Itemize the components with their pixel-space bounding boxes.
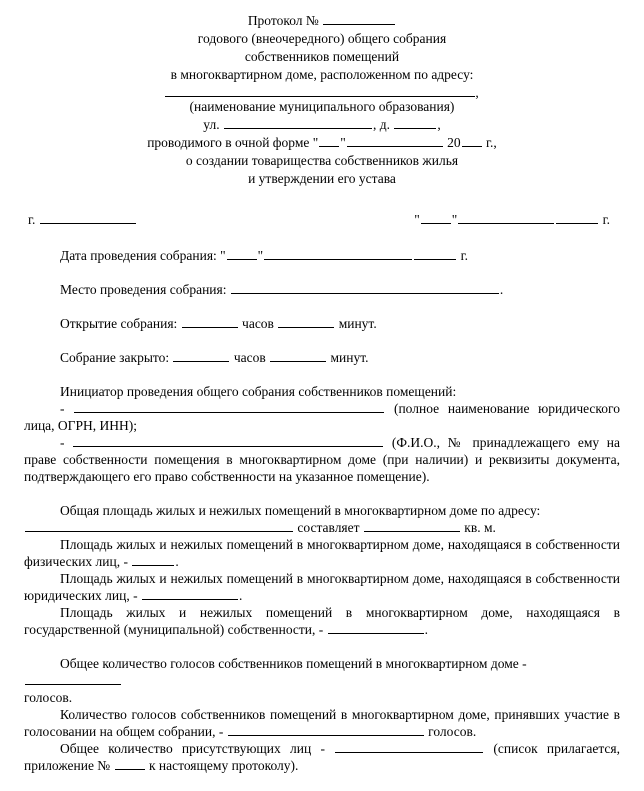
signing-month-blank[interactable]	[458, 212, 554, 224]
closing-time-row	[24, 349, 620, 366]
meeting-date-day-blank[interactable]	[227, 248, 257, 260]
house-separator-label: , д.	[372, 117, 394, 132]
attendees-text: Общее количество присутствующих лиц -	[60, 741, 335, 756]
document-title-block	[24, 12, 620, 84]
city-field	[24, 212, 137, 228]
initiator-legal-blank[interactable]	[74, 401, 384, 413]
date-quote-open: "	[414, 212, 420, 227]
initiator-person-blank[interactable]	[73, 435, 383, 447]
title-line-protocol-number	[24, 12, 620, 30]
purpose-line-1: о создании товарищества собственников жилья	[185, 153, 459, 168]
opening-hours-word: часов	[238, 316, 278, 331]
total-votes-row	[24, 655, 620, 689]
title-line-meeting-type: годового (внеочередного) общего собрания	[197, 31, 447, 46]
initiator-legal-row	[24, 400, 620, 434]
meeting-place-end: .	[499, 282, 504, 297]
closing-hours-word: часов	[230, 350, 270, 365]
city-prefix-label: г.	[28, 212, 39, 227]
closing-hours-blank[interactable]	[173, 350, 229, 362]
meeting-date-year-suffix: г.	[457, 248, 468, 263]
city-date-row	[24, 212, 620, 228]
title-protocol-label: Протокол №	[247, 13, 323, 28]
initiator-person-note: (Ф.И.О., № принадлежащего ему на праве собственности помещения в многоквартирном доме (при наличии) и реквизиты документа, подтверждающего его право собственности на указанное помещение).	[24, 435, 621, 484]
street-line-end: ,	[437, 117, 441, 132]
participating-votes-text: Количество голосов собственников помещений в многоквартирном доме, принявших участие в голосовании на общем собрании, -	[24, 707, 620, 739]
purpose-line-2: и утверждении его устава	[248, 171, 396, 186]
municipality-caption: (наименование муниципального образования)	[189, 99, 455, 114]
opening-minutes-blank[interactable]	[278, 316, 334, 328]
purpose-block	[24, 152, 620, 188]
meeting-date-quote-open: "	[220, 248, 226, 263]
signing-year-blank[interactable]	[556, 212, 598, 224]
closing-time-label: Собрание закрыто:	[60, 350, 173, 365]
opening-time-row	[24, 315, 620, 332]
meeting-date-year-blank[interactable]	[414, 248, 456, 260]
initiator-legal-dash: -	[60, 401, 74, 416]
meeting-form-line	[24, 134, 620, 151]
meeting-date-label: Дата проведения собрания:	[60, 248, 221, 263]
total-area-constitutes-label: составляет	[294, 520, 363, 535]
opening-minutes-word: минут.	[335, 316, 377, 331]
area-physical-text: Площадь жилых и нежилых помещений в многоквартирном доме, находящаяся в собственности физических лиц, -	[24, 537, 620, 569]
area-legal-end: .	[238, 588, 243, 603]
signing-day-blank[interactable]	[421, 212, 451, 224]
opening-hours-blank[interactable]	[182, 316, 238, 328]
meeting-form-prefix: проводимого в очной форме "	[147, 135, 319, 150]
city-blank[interactable]	[40, 212, 136, 224]
meeting-form-quote: "	[340, 135, 346, 150]
date-quote-close: "	[451, 212, 458, 227]
total-area-line-2	[24, 519, 620, 536]
meeting-date-month-blank[interactable]	[264, 248, 412, 260]
municipality-blank[interactable]	[165, 88, 475, 97]
house-number-blank[interactable]	[394, 117, 436, 129]
meeting-place-row	[24, 281, 620, 298]
total-votes-blank[interactable]	[25, 673, 121, 685]
meeting-date-row	[24, 247, 620, 264]
street-house-line	[24, 116, 620, 133]
total-votes-text: Общее количество голосов собственников помещений в многоквартирном доме -	[60, 656, 527, 671]
area-legal-row	[24, 570, 620, 604]
meeting-place-blank[interactable]	[231, 282, 499, 294]
area-physical-row	[24, 536, 620, 570]
area-state-blank[interactable]	[328, 622, 424, 634]
title-line-owners: собственников помещений	[244, 49, 400, 64]
total-area-value-blank[interactable]	[364, 520, 460, 532]
title-line-building-address: в многоквартирном доме, расположенном по адресу:	[170, 67, 474, 82]
attendees-note-2: к настоящему протоколу).	[145, 758, 299, 773]
attendees-appendix-blank[interactable]	[115, 758, 145, 770]
street-prefix-label: ул.	[203, 117, 223, 132]
area-physical-blank[interactable]	[132, 554, 174, 566]
protocol-number-blank[interactable]	[323, 13, 395, 25]
total-votes-suffix-row: голосов.	[24, 690, 73, 705]
street-blank[interactable]	[224, 117, 372, 129]
initiator-person-dash: -	[60, 435, 73, 450]
attendees-row	[24, 740, 620, 774]
area-state-end: .	[424, 622, 429, 637]
area-physical-end: .	[175, 554, 179, 569]
total-area-units-label: кв. м.	[460, 520, 496, 535]
participating-votes-row	[24, 706, 620, 740]
meeting-place-label: Место проведения собрания:	[60, 282, 230, 297]
attendees-note-1: (список прилагается, приложение №	[24, 741, 621, 773]
meeting-form-suffix: г.,	[482, 135, 497, 150]
attendees-blank[interactable]	[335, 741, 483, 753]
total-area-line-1: Общая площадь жилых и нежилых помещений в многоквартирном доме по адресу:	[60, 503, 541, 518]
area-legal-text: Площадь жилых и нежилых помещений в многоквартирном доме, находящаяся в собственности юридических лиц, -	[24, 571, 620, 603]
date-year-suffix: г.	[599, 212, 610, 227]
municipality-rule-row	[24, 85, 620, 100]
closing-minutes-word: минут.	[327, 350, 369, 365]
signing-date-field	[414, 212, 610, 228]
participating-votes-blank[interactable]	[228, 724, 424, 736]
meeting-form-day-blank[interactable]	[319, 135, 339, 147]
meeting-form-year-label: 20	[443, 135, 461, 150]
area-state-text: Площадь жилых и нежилых помещений в многоквартирном доме, находящаяся в государственной (муниципальной) собственности, -	[24, 605, 620, 637]
opening-time-label: Открытие собрания:	[60, 316, 181, 331]
total-area-address-blank[interactable]	[25, 520, 293, 532]
meeting-date-quote-close: "	[257, 248, 264, 263]
municipality-rule-comma: ,	[475, 85, 479, 100]
initiator-person-row	[24, 434, 620, 485]
meeting-form-month-blank[interactable]	[347, 135, 443, 147]
initiator-label-row: Инициатор проведения общего собрания собственников помещений:	[60, 384, 457, 399]
area-legal-blank[interactable]	[142, 588, 238, 600]
closing-minutes-blank[interactable]	[270, 350, 326, 362]
participating-votes-suffix: голосов.	[424, 724, 477, 739]
meeting-form-year-blank[interactable]	[462, 135, 482, 147]
area-state-row	[24, 604, 620, 638]
initiator-legal-note: (полное наименование юридического лица, ОГРН, ИНН);	[24, 401, 621, 433]
